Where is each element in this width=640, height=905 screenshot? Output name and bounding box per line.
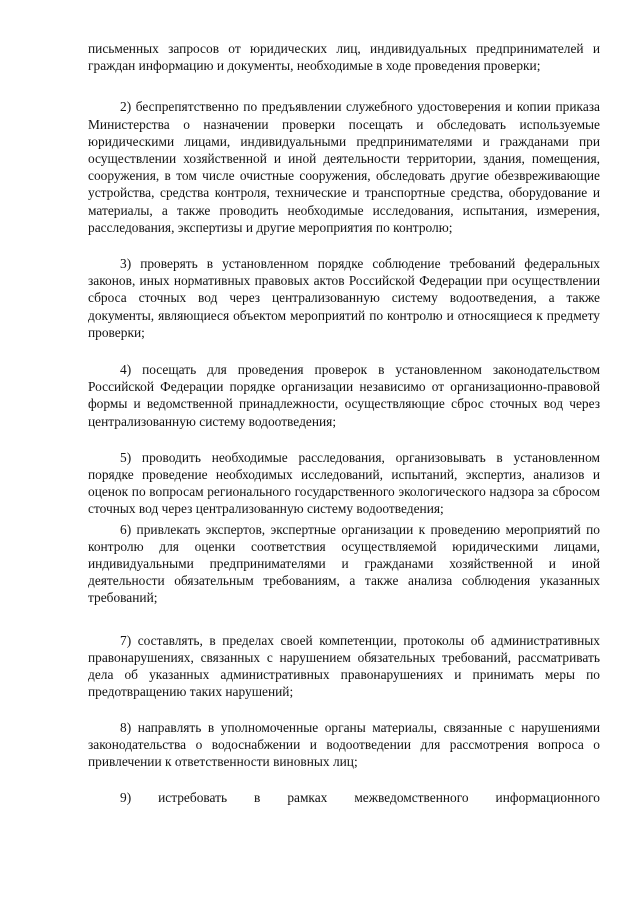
paragraph-item-6: 6) привлекать экспертов, экспертные организации к проведению мероприятий по контролю для оценки соответствия осуществляемой юридическими лицами, индивидуальными предпринимателями и гражданами хозяйственной и иной деятельности обязательным требованиям, а также анализа соблюдения указанных требований; bbox=[88, 521, 600, 606]
document-page bbox=[88, 40, 600, 806]
paragraph-item-4: 4) посещать для проведения проверок в установленном законодательством Российской Федерации порядке организации независимо от организационно-правовой формы и ведомственной принадлежности, осуществляющие сброс сточных вод через централизованную систему водоотведения; bbox=[88, 362, 600, 429]
paragraph-item-3: 3) проверять в установленном порядке соблюдение требований федеральных законов, иных нормативных правовых актов Российской Федерации при осуществлении сброса сточных вод через централизованную систему водоотведения, а также документы, являющиеся объектом мероприятий по контролю и относящиеся к предмету проверки; bbox=[88, 256, 600, 340]
paragraph-item-7: 7) составлять, в пределах своей компетенции, протоколы об административных правонарушениях, связанных с нарушением обязательных требований, рассматривать дела об указанных административных правонарушениях и принимать меры по предотвращению таких нарушений; bbox=[88, 632, 600, 700]
paragraph-item-2: 2) беспрепятственно по предъявлении служебного удостоверения и копии приказа Министерства о назначении проверки посещать и обследовать используемые юридическими лицами, индивидуальными предпринимателями и гражданами при осуществлении хозяйственной и иной деятельности территории, здания, помещения, сооружения, в том числе очистные сооружения, обследовать другие обезвреживающие устройства, средства контроля, технические и транспортные средства, оборудование и материалы, а также проводить необходимые исследования, испытания, измерения, расследования, экспертизы и другие мероприятия по контролю; bbox=[88, 99, 600, 235]
paragraph-item-5: 5) проводить необходимые расследования, организовывать в установленном порядке проведение необходимых исследований, испытаний, экспертиз, анализов и оценок по вопросам регионального государственного экологического надзора за сбросом сточных вод через централизованную систему водоотведения; bbox=[88, 449, 600, 517]
paragraph-item-9: 9) истребовать в рамках межведомственного информационного bbox=[120, 790, 600, 806]
paragraph-item-8: 8) направлять в уполномоченные органы материалы, связанные с нарушениями законодательства о водоснабжении и водоотведении для рассмотрения вопроса о привлечении к ответственности виновных лиц; bbox=[88, 719, 600, 769]
paragraph-continuation: письменных запросов от юридических лиц, индивидуальных предпринимателей и граждан информацию и документы, необходимые в ходе проведения проверки; bbox=[88, 41, 600, 74]
